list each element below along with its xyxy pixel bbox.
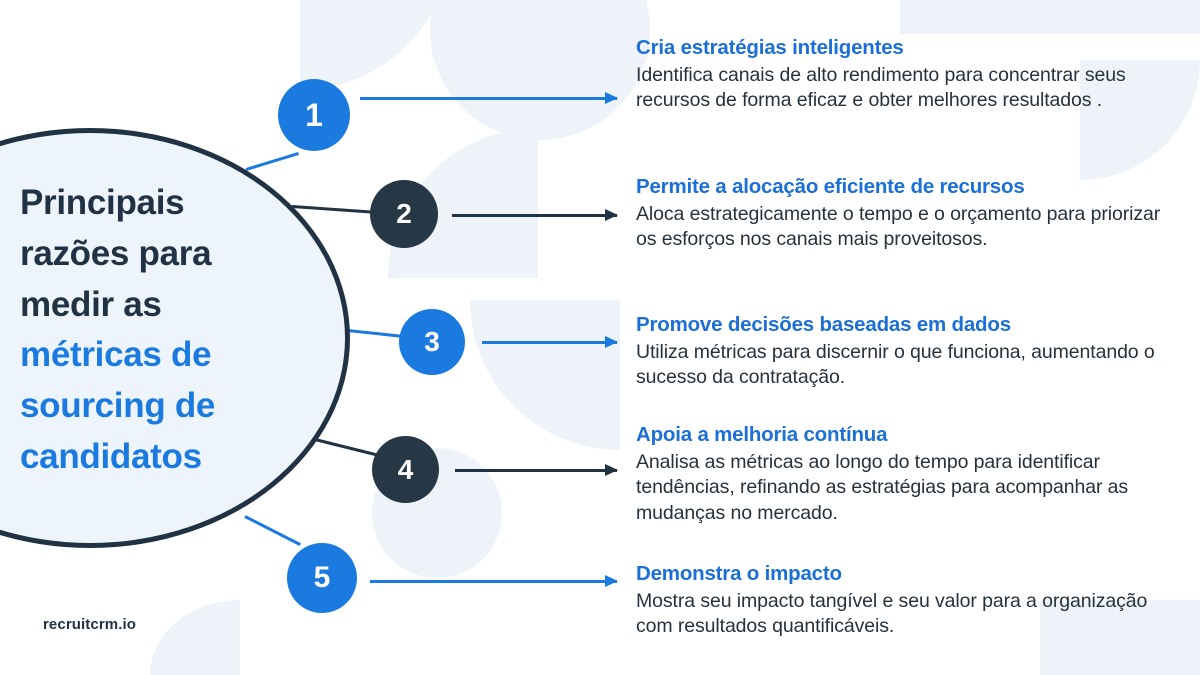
arrow-4 [455,469,617,472]
headline-line-4: métricas de [20,335,212,375]
arrow-1 [360,97,617,100]
arrow-3-shaft [482,341,617,344]
bg-quarter-circle-3 [470,300,620,450]
arrow-4-head [605,464,618,476]
item-title-2: Permite a alocação eficiente de recursos [636,175,1025,198]
arrow-3-head [605,336,618,348]
headline-line-6: candidatos [20,436,202,476]
brand-label: recruitcrm.io [43,616,136,633]
headline-line-2: razões para [20,233,212,273]
list-item [636,313,1184,391]
arrow-2-shaft [452,214,617,217]
item-title-3: Promove decisões baseadas em dados [636,313,1011,336]
arrow-5 [370,580,617,583]
arrow-3 [482,341,617,344]
step-number-3: 3 [424,326,440,357]
step-number-4: 4 [397,453,414,485]
step-node-3 [399,309,465,375]
list-item [636,36,1184,114]
step-node-5 [287,543,357,613]
item-title-4: Apoia a melhoria contínua [636,423,888,446]
arrow-1-shaft [360,97,617,100]
arrow-1-head [605,92,618,104]
step-node-2 [370,180,438,248]
bg-quarter-circle-5 [150,600,240,675]
step-number-5: 5 [313,561,331,594]
arrow-2-head [605,209,618,221]
bg-band-top [900,0,1200,34]
bg-quarter-circle-1 [300,0,450,90]
arrow-5-shaft [370,580,617,583]
item-desc-2: Aloca estrategicamente o tempo e o orçamento para priorizar os esforços nos canais mais proveitosos. [636,202,1161,251]
list-item [636,562,1184,640]
step-node-4 [372,436,439,503]
item-desc-3: Utiliza métricas para discernir o que funciona, aumentando o sucesso da contratação. [636,340,1155,389]
list-item [636,423,1184,527]
headline-line-3: medir as [20,284,162,324]
page-title [20,178,320,483]
step-number-2: 2 [396,198,412,229]
item-title-5: Demonstra o impacto [636,562,842,585]
arrow-4-shaft [455,469,617,472]
headline-line-5: sourcing de [20,386,216,425]
item-desc-5: Mostra seu impacto tangível e seu valor para a organização com resultados quantificáveis. [636,589,1148,638]
headline-line-1: Principais [20,183,185,222]
arrow-5-head [605,575,618,587]
item-desc-4: Analisa as métricas ao longo do tempo para identificar tendências, refinando as estratégias para acompanhar as mudanças no mercado. [636,450,1129,525]
list-item [636,175,1184,253]
step-number-1: 1 [305,96,323,133]
item-title-1: Cria estratégias inteligentes [636,36,904,59]
item-desc-1: Identifica canais de alto rendimento para concentrar seus recursos de forma eficaz e obter melhores resultados . [636,63,1126,112]
bg-circle-1 [430,0,650,140]
step-node-1 [278,79,350,151]
arrow-2 [452,214,617,217]
